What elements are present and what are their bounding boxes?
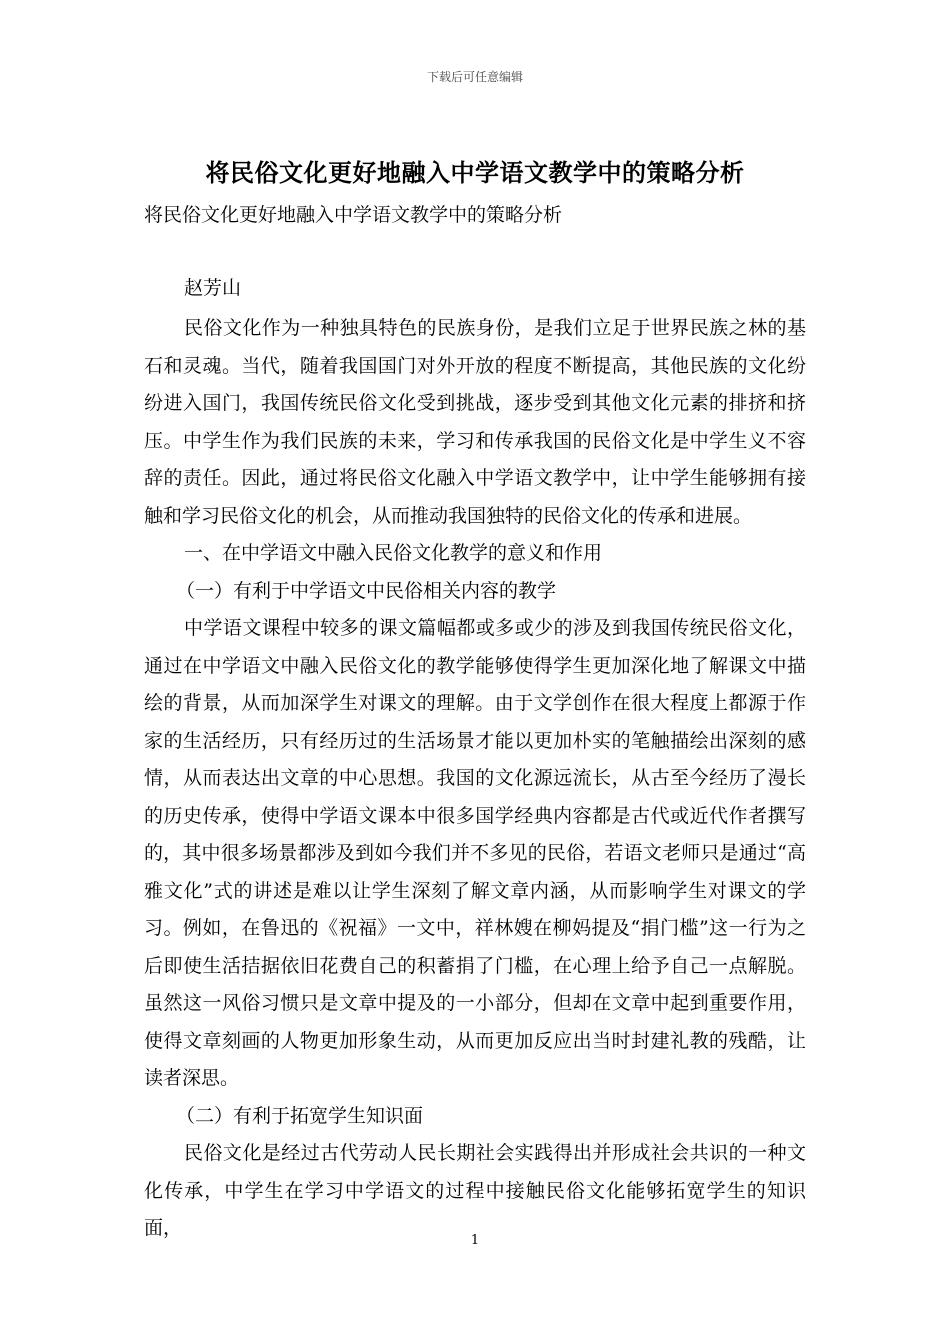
page-number: 1 — [470, 1233, 480, 1248]
paragraph-2: 民俗文化是经过古代劳动人民长期社会实践得出并形成社会共识的一种文化传承，中学生在学习中学语文的过程中接触民俗文化能够拓宽学生的知识面， — [144, 1142, 806, 1239]
subsection-heading-2: （二）有利于拓宽学生知识面 — [176, 1104, 424, 1127]
document-subtitle: 将民俗文化更好地融入中学语文教学中的策略分析 — [144, 204, 563, 226]
paragraph-intro: 民俗文化作为一种独具特色的民族身份，是我们立足于世界民族之林的基石和灵魂。当代，随着我国国门对外开放的程度不断提高，其他民族的文化纷纷进入国门，我国传统民俗文化受到挑战，逐步受到其他文化元素的排挤和挤压。中学生作为我们民族的未来，学习和传承我国的民俗文化是中学生义不容辞的责任。因此，通过将民俗文化融入中学语文教学中，让中学生能够拥有接触和学习民俗文化的机会，从而推动我国独特的民俗文化的传承和进展。 — [144, 317, 806, 527]
page-header-note: 下载后可任意编辑 — [426, 70, 523, 84]
section-heading-1: 一、在中学语文中融入民俗文化教学的意义和作用 — [184, 542, 603, 564]
document-title: 将民俗文化更好地融入中学语文教学中的策略分析 — [205, 159, 745, 187]
document-author: 赵芳山 — [184, 277, 242, 299]
subsection-heading-1: （一）有利于中学语文中民俗相关内容的教学 — [176, 579, 557, 602]
paragraph-1: 中学语文课程中较多的课文篇幅都或多或少的涉及到我国传统民俗文化，通过在中学语文中融入民俗文化的教学能够使得学生更加深化地了解课文中描绘的背景，从而加深学生对课文的理解。由于文学创作在很大程度上都源于作家的生活经历，只有经历过的生活场景才能以更加朴实的笔触描绘出深刻的感情，从而表达出文章的中心思想。我国的文化源远流长，从古至今经历了漫长的历史传承，使得中学语文课本中很多国学经典内容都是古代或近代作者撰写的，其中很多场景都涉及到如今我们并不多见的民俗，若语文老师只是通过“高雅文化”式的讲述是难以让学生深刻了解文章内涵，从而影响学生对课文的学习。例如，在鲁迅的《祝福》一文中，祥林嫂在柳妈提及“捐门槛”这一行为之后即使生活拮据依旧花费自己的积蓄捐了门槛，在心理上给予自己一点解脱。虽然这一风俗习惯只是文章中提及的一小部分，但却在文章中起到重要作用，使得文章刻画的人物更加形象生动，从而更加反应出当时封建礼教的残酷，让读者深思。 — [144, 617, 806, 1089]
document-body — [144, 310, 806, 1248]
